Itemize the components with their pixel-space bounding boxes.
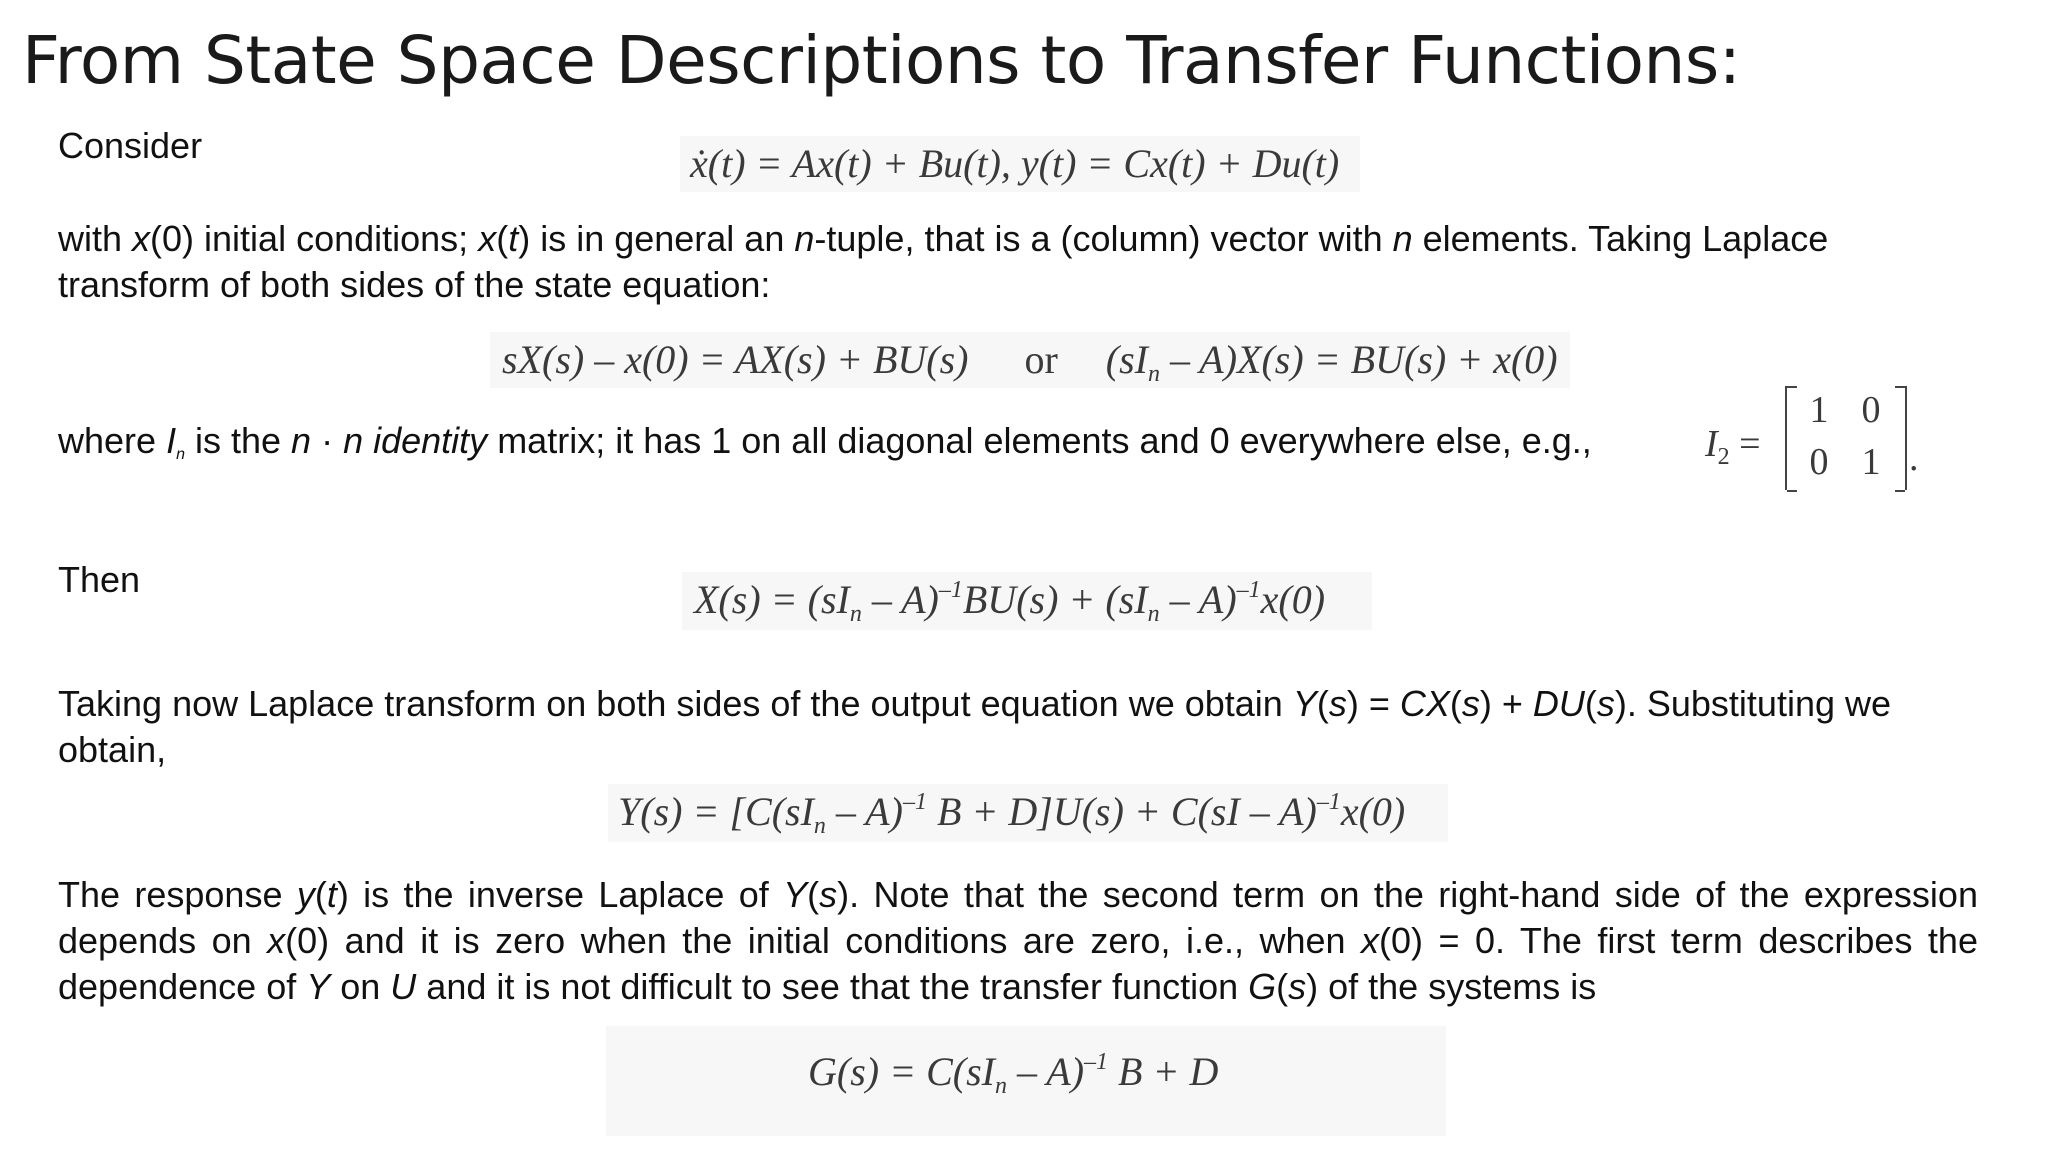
matrix-cell: 0 (1809, 441, 1829, 483)
slide-title: From State Space Descriptions to Transfer Functions: (22, 22, 1741, 99)
laplace-state-equation: sX(s) – x(0) = AX(s) + BU(s) or $(sI_n - A)X(s) = BU(s) + x(0)$ (502, 337, 1558, 387)
matrix-brackets (1785, 386, 1907, 490)
matrix-cell: 1 (1809, 389, 1829, 431)
output-equation: $Y(s) = [C(sI_n - A)^{-1}$ B + D]U(s) + C(sI – A)$^{-1}$x(0) (618, 789, 1406, 839)
paragraph-initial-conditions: with x(0) initial conditions; x(t) is in general an n-tuple, that is a (column) vector with n elements. Taking Laplace transform of both sides of the state equation: (58, 218, 1829, 305)
transfer-function-equation: $G(s) = C(sI_n - A)^{-1}$ B + D (808, 1049, 1219, 1099)
paragraph-identity-matrix: where In is the n · n identity matrix; it has 1 on all diagonal elements and 0 everywhere else, e.g., (58, 420, 1592, 463)
state-solution-equation: $X(s) = (sI_n - A)^{-1}BU(s) + (sI_n - A)^{-1}x(0)$ (694, 577, 1326, 627)
state-space-equation: ẋ(t) = Ax(t) + Bu(t), y(t) = Cx(t) + Du(t) (690, 141, 1340, 186)
consider-label: Consider (58, 125, 203, 166)
matrix-cell: 0 (1861, 389, 1881, 431)
then-label: Then (58, 559, 141, 600)
paragraph-output-equation: Taking now Laplace transform on both sides of the output equation we obtain Y(s) = CX(s) + DU(s). Substituting we obtain, (58, 683, 1892, 770)
paragraph-response: The response y(t) is the inverse Laplace of Y(s). Note that the second term on the right-hand side of the expression depends on x(0) and it is zero when the initial conditions are zero, i.e., when x(0) = 0. The first term describes the dependence of Y on U and it is not difficult to see that the transfer function G(s) of the systems is (58, 874, 1978, 1007)
matrix-cell: 1 (1861, 441, 1881, 483)
